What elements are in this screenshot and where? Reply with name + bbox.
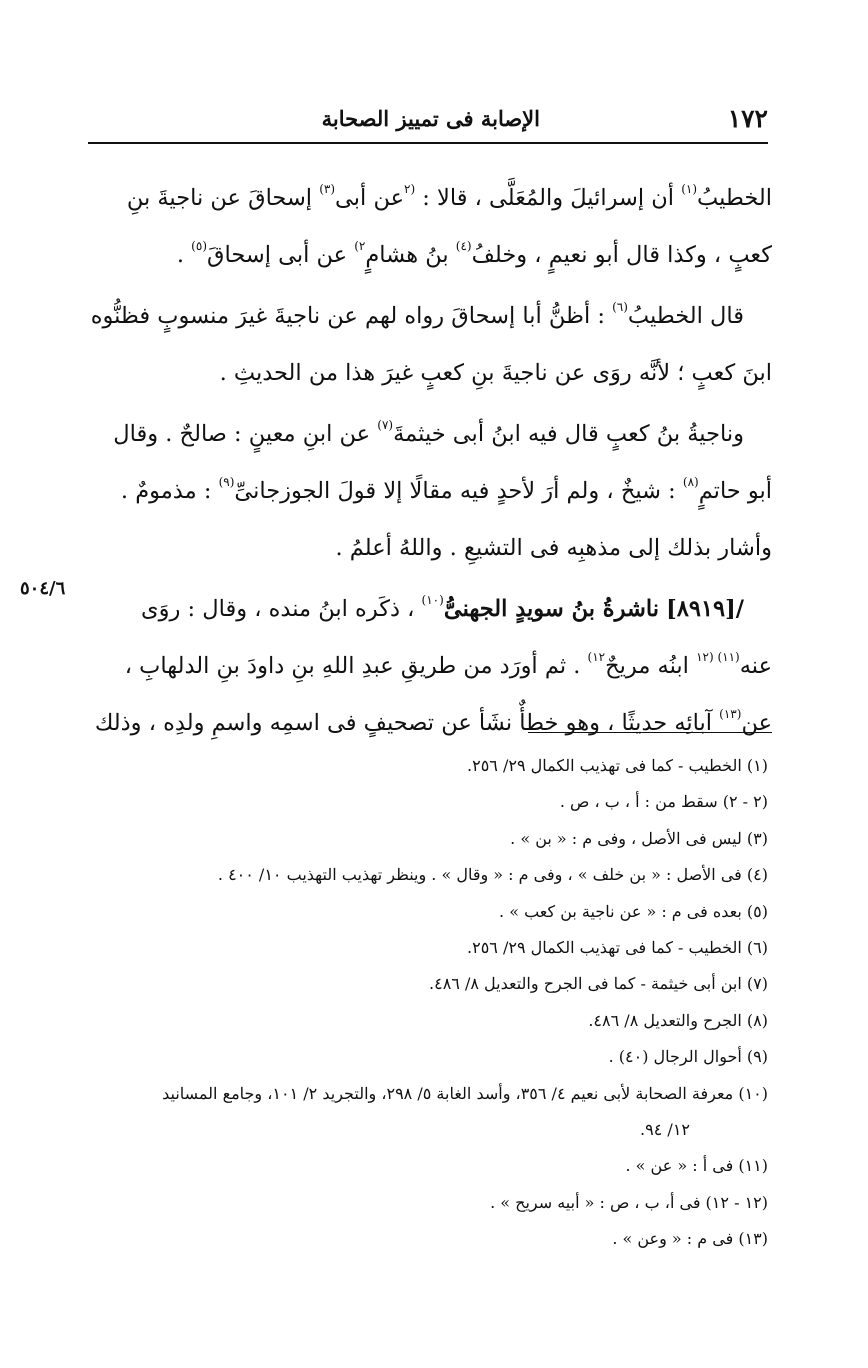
footnote-continuation: ١٢/ ٩٤. [640, 1119, 690, 1139]
text-line [84, 288, 772, 345]
footnote-ref: (٣) [319, 182, 336, 196]
text-run: : مذمومٌ . [120, 478, 219, 504]
footnote: (٨) الجرح والتعديل ٨/ ٤٨٦. [588, 1010, 768, 1030]
text-run: ابنُه مريحٌ [605, 653, 697, 679]
footnote: (٤) فى الأصل : « بن خلف » ، وفى م : « وقال » . وينظر تهذيب التهذيب ١٠/ ٤٠٠ . [217, 865, 768, 885]
text-run: إسحاقَ عن ناجيةَ بنِ [126, 185, 320, 211]
text-run: وناجيةُ بنُ كعبٍ قال فيه ابنُ أبى خيثمةَ [393, 421, 744, 447]
page-header [88, 96, 768, 144]
footnote: (١) الخطيب - كما فى تهذيب الكمال ٢٩/ ٢٥٦. [467, 756, 768, 775]
footnote: (١١) فى أ : « عن » . [625, 1156, 768, 1176]
footnote: (١٢ - ١٢) فى أ، ب ، ص : « أبيه سريح » . [490, 1192, 768, 1212]
text-line [84, 695, 772, 752]
text-run: وأشار بذلك إلى مذهبِه فى التشيعِ . واللهُ أعلمُ . [335, 535, 772, 561]
paragraph-3 [84, 406, 772, 577]
page-number: ١٧٢ [727, 104, 768, 133]
footnote-ref: (٩) [218, 475, 235, 489]
footnotes [84, 748, 772, 1257]
footnote: (١٣) فى م : « وعن » . [612, 1229, 768, 1249]
footnote-ref: (١٢ [696, 650, 718, 664]
footnote-ref: ٢) [354, 239, 366, 253]
footnote: (٢ - ٢) سقط من : أ ، ب ، ص . [559, 792, 768, 812]
text-line [84, 406, 772, 463]
footnote: (٧) ابن أبى خيثمة - كما فى الجرح والتعديل ٨/ ٤٨٦. [429, 974, 768, 994]
footnote-ref: (٥) [191, 239, 207, 253]
footnote: (٥) بعده فى م : « عن ناجية بن كعب » . [499, 901, 768, 921]
footnote-ref: (٨) [682, 475, 699, 489]
margin-reference: ٥٠٤/٦ [20, 578, 66, 599]
footnote-ref: (٧) [377, 418, 394, 432]
footnote-ref: ١٢) [587, 650, 606, 664]
text-run: بنُ هشامٍ [365, 242, 456, 268]
text-run: كعبٍ ، وكذا قال أبو نعيمٍ ، وخلفُ [471, 242, 772, 268]
footnote-ref: (٤) [455, 239, 472, 253]
text-run: عن [741, 710, 772, 736]
entry-number: /[٨٩١٩] [666, 596, 744, 622]
text-run: آبائِه حديثًا ، وهو خطأٌ نشَأ عن تصحيفٍ فى اسمِه واسمِ ولدِه ، وذلك [94, 710, 720, 736]
footnote-separator [528, 732, 772, 733]
text-run: عن أبى إسحاقَ [207, 242, 355, 268]
text-run: عنه [739, 653, 772, 679]
text-line [84, 345, 772, 402]
text-run: . ثم أورَد من طريقِ عبدِ اللهِ بنِ داودَ بنِ الدلهابِ ، [124, 653, 588, 679]
entry-heading-line [84, 581, 772, 638]
footnote-ref: (١٠) [421, 593, 444, 607]
text-line [84, 227, 772, 284]
footnote-ref: (١١) [717, 650, 740, 664]
footnote: (١٠) معرفة الصحابة لأبى نعيم ٤/ ٣٥٦، وأسد الغابة ٥/ ٢٩٨، والتجريد ٢/ ١٠١، وجامع المسانيد [162, 1083, 768, 1103]
footnote-ref: (٢ [404, 182, 416, 196]
footnote-ref: (١٣) [719, 707, 742, 721]
paragraph-1 [84, 170, 772, 284]
text-run: أبو حاتمٍ [698, 478, 772, 504]
text-run: : شيخٌ ، ولم أرَ لأحدٍ فيه مقالًا إلا قولَ الجوزجانىِّ [234, 478, 683, 504]
entry-name: ناشرةُ بنُ سويدٍ الجهنىُّ [443, 596, 659, 622]
text-run: عن أبى [335, 185, 405, 211]
entry-text: ، ذكَره ابنُ منده ، وقال : روَى [141, 596, 422, 622]
text-run: ابنَ كعبٍ ؛ لأنَّه روَى عن ناجيةَ بنِ كعبٍ غيرَ هذا من الحديثِ . [219, 360, 772, 386]
text-run: الخطيبُ [697, 185, 772, 211]
text-run: . [176, 242, 192, 268]
main-text [84, 170, 772, 752]
footnote: (٣) ليس فى الأصل ، وفى م : « بن » . [510, 828, 768, 848]
footnote-ref: (١) [681, 182, 698, 196]
text-line [84, 463, 772, 520]
text-run: عن ابنِ معينٍ : صالحٌ . وقال [113, 421, 378, 447]
text-run: قال الخطيبُ [627, 303, 744, 329]
text-line [84, 170, 772, 227]
footnote: (٩) أحوال الرجال (٤٠) . [608, 1047, 768, 1067]
text-run: : أظنُّ أبا إسحاقَ رواه لهم عن ناجيةَ غيرَ منسوبٍ فظنُّوه [90, 303, 613, 329]
text-line [84, 638, 772, 695]
paragraph-2 [84, 288, 772, 402]
paragraph-4-entry [84, 581, 772, 752]
text-run: أن إسرائيلَ والمُعَلَّى ، قالا : [415, 185, 682, 211]
footnote-ref: (٦) [612, 300, 628, 314]
text-line [84, 520, 772, 577]
footnote: (٦) الخطيب - كما فى تهذيب الكمال ٢٩/ ٢٥٦. [467, 937, 768, 957]
running-title: الإصابة فى تمييز الصحابة [321, 106, 540, 131]
